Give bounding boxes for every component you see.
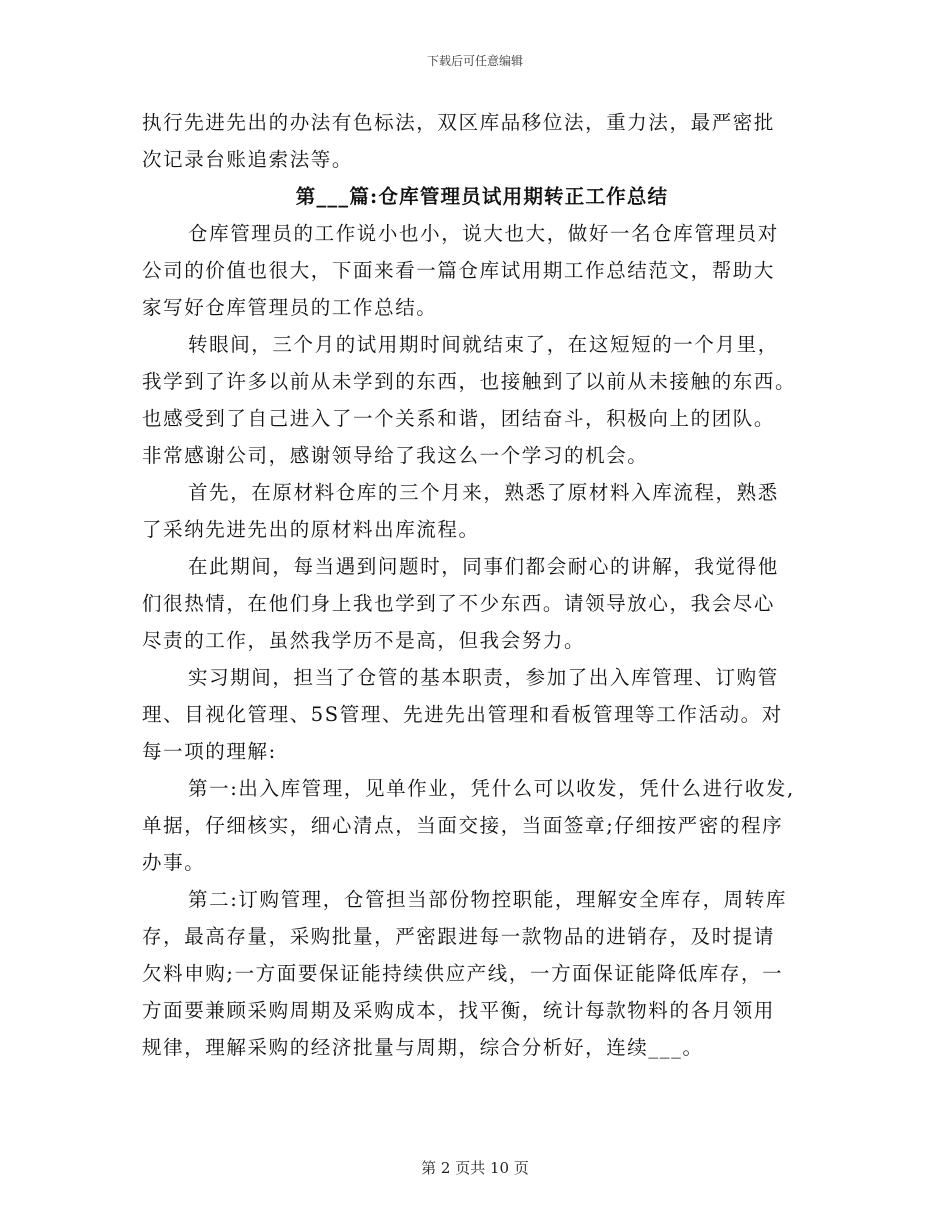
paragraph-continuation — [142, 104, 822, 178]
text-line: 首先，在原材料仓库的三个月来，熟悉了原材料入库流程，熟悉 — [188, 481, 779, 504]
paragraph-intro — [142, 215, 822, 326]
text-line: 在此期间，每当遇到问题时，同事们都会耐心的讲解，我觉得他 — [188, 555, 779, 578]
text-line: 仓库管理员的工作说小也小，说大也大，做好一名仓库管理员对 — [188, 222, 779, 245]
text-line: 办事。 — [142, 851, 206, 874]
text-line: 第一:出入库管理，见单作业，凭什么可以收发，凭什么进行收发, — [188, 777, 795, 800]
text-line: 实习期间，担当了仓管的基本职责，参加了出入库管理、订购管 — [188, 666, 779, 689]
text-line: 了采纳先进先出的原材料出库流程。 — [142, 518, 480, 541]
paragraph-item-one — [142, 770, 822, 881]
text-line: 转眼间，三个月的试用期时间就结束了，在这短短的一个月里， — [188, 333, 779, 356]
text-line: 家写好仓库管理员的工作总结。 — [142, 296, 438, 319]
page-header: 下载后可任意编辑 — [426, 54, 523, 68]
text-line: 理、目视化管理、5S管理、先进先出管理和看板管理等工作活动。对 — [142, 703, 783, 726]
section-title: 第___篇:仓库管理员试用期转正工作总结 — [295, 185, 669, 208]
text-line: 也感受到了自己进入了一个关系和谐，团结奋斗，积极向上的团队。 — [142, 407, 776, 430]
text-line: 我学到了许多以前从未学到的东西，也接触到了以前从未接触的东西。 — [142, 370, 797, 393]
text-line: 第二:订购管理，仓管担当部份物控职能，理解安全库存，周转库 — [188, 888, 787, 911]
text-line: 方面要兼顾采购周期及采购成本，找平衡，统计每款物料的各月领用 — [142, 999, 776, 1022]
paragraph-item-two — [142, 881, 822, 1066]
page-number: 第 2 页共 10 页 — [421, 1159, 529, 1177]
text-line: 执行先进先出的办法有色标法，双区库品移位法，重力法，最严密批 — [142, 111, 776, 134]
document-body — [142, 104, 822, 1066]
text-line: 尽责的工作，虽然我学历不是高，但我会努力。 — [142, 629, 586, 652]
paragraph-duties — [142, 659, 822, 770]
text-line: 公司的价值也很大，下面来看一篇仓库试用期工作总结范文，帮助大 — [142, 259, 776, 282]
text-line: 次记录台账追索法等。 — [142, 148, 354, 171]
text-line: 们很热情，在他们身上我也学到了不少东西。请领导放心，我会尽心 — [142, 592, 776, 615]
text-line: 规律，理解采购的经济批量与周期，综合分析好，连续___。 — [142, 1036, 704, 1059]
text-line: 单据，仔细核实，细心清点，当面交接，当面签章;仔细按严密的程序 — [142, 814, 784, 837]
text-line: 非常感谢公司，感谢领导给了我这么一个学习的机会。 — [142, 444, 649, 467]
paragraph-first — [142, 474, 822, 548]
text-line: 存，最高存量，采购批量，严密跟进每一款物品的进销存，及时提请 — [142, 925, 776, 948]
text-line: 欠料申购;一方面要保证能持续供应产线，一方面保证能降低库存，一 — [142, 962, 784, 985]
paragraph-colleagues — [142, 548, 822, 659]
paragraph-probation — [142, 326, 822, 474]
text-line: 每一项的理解: — [142, 740, 277, 763]
